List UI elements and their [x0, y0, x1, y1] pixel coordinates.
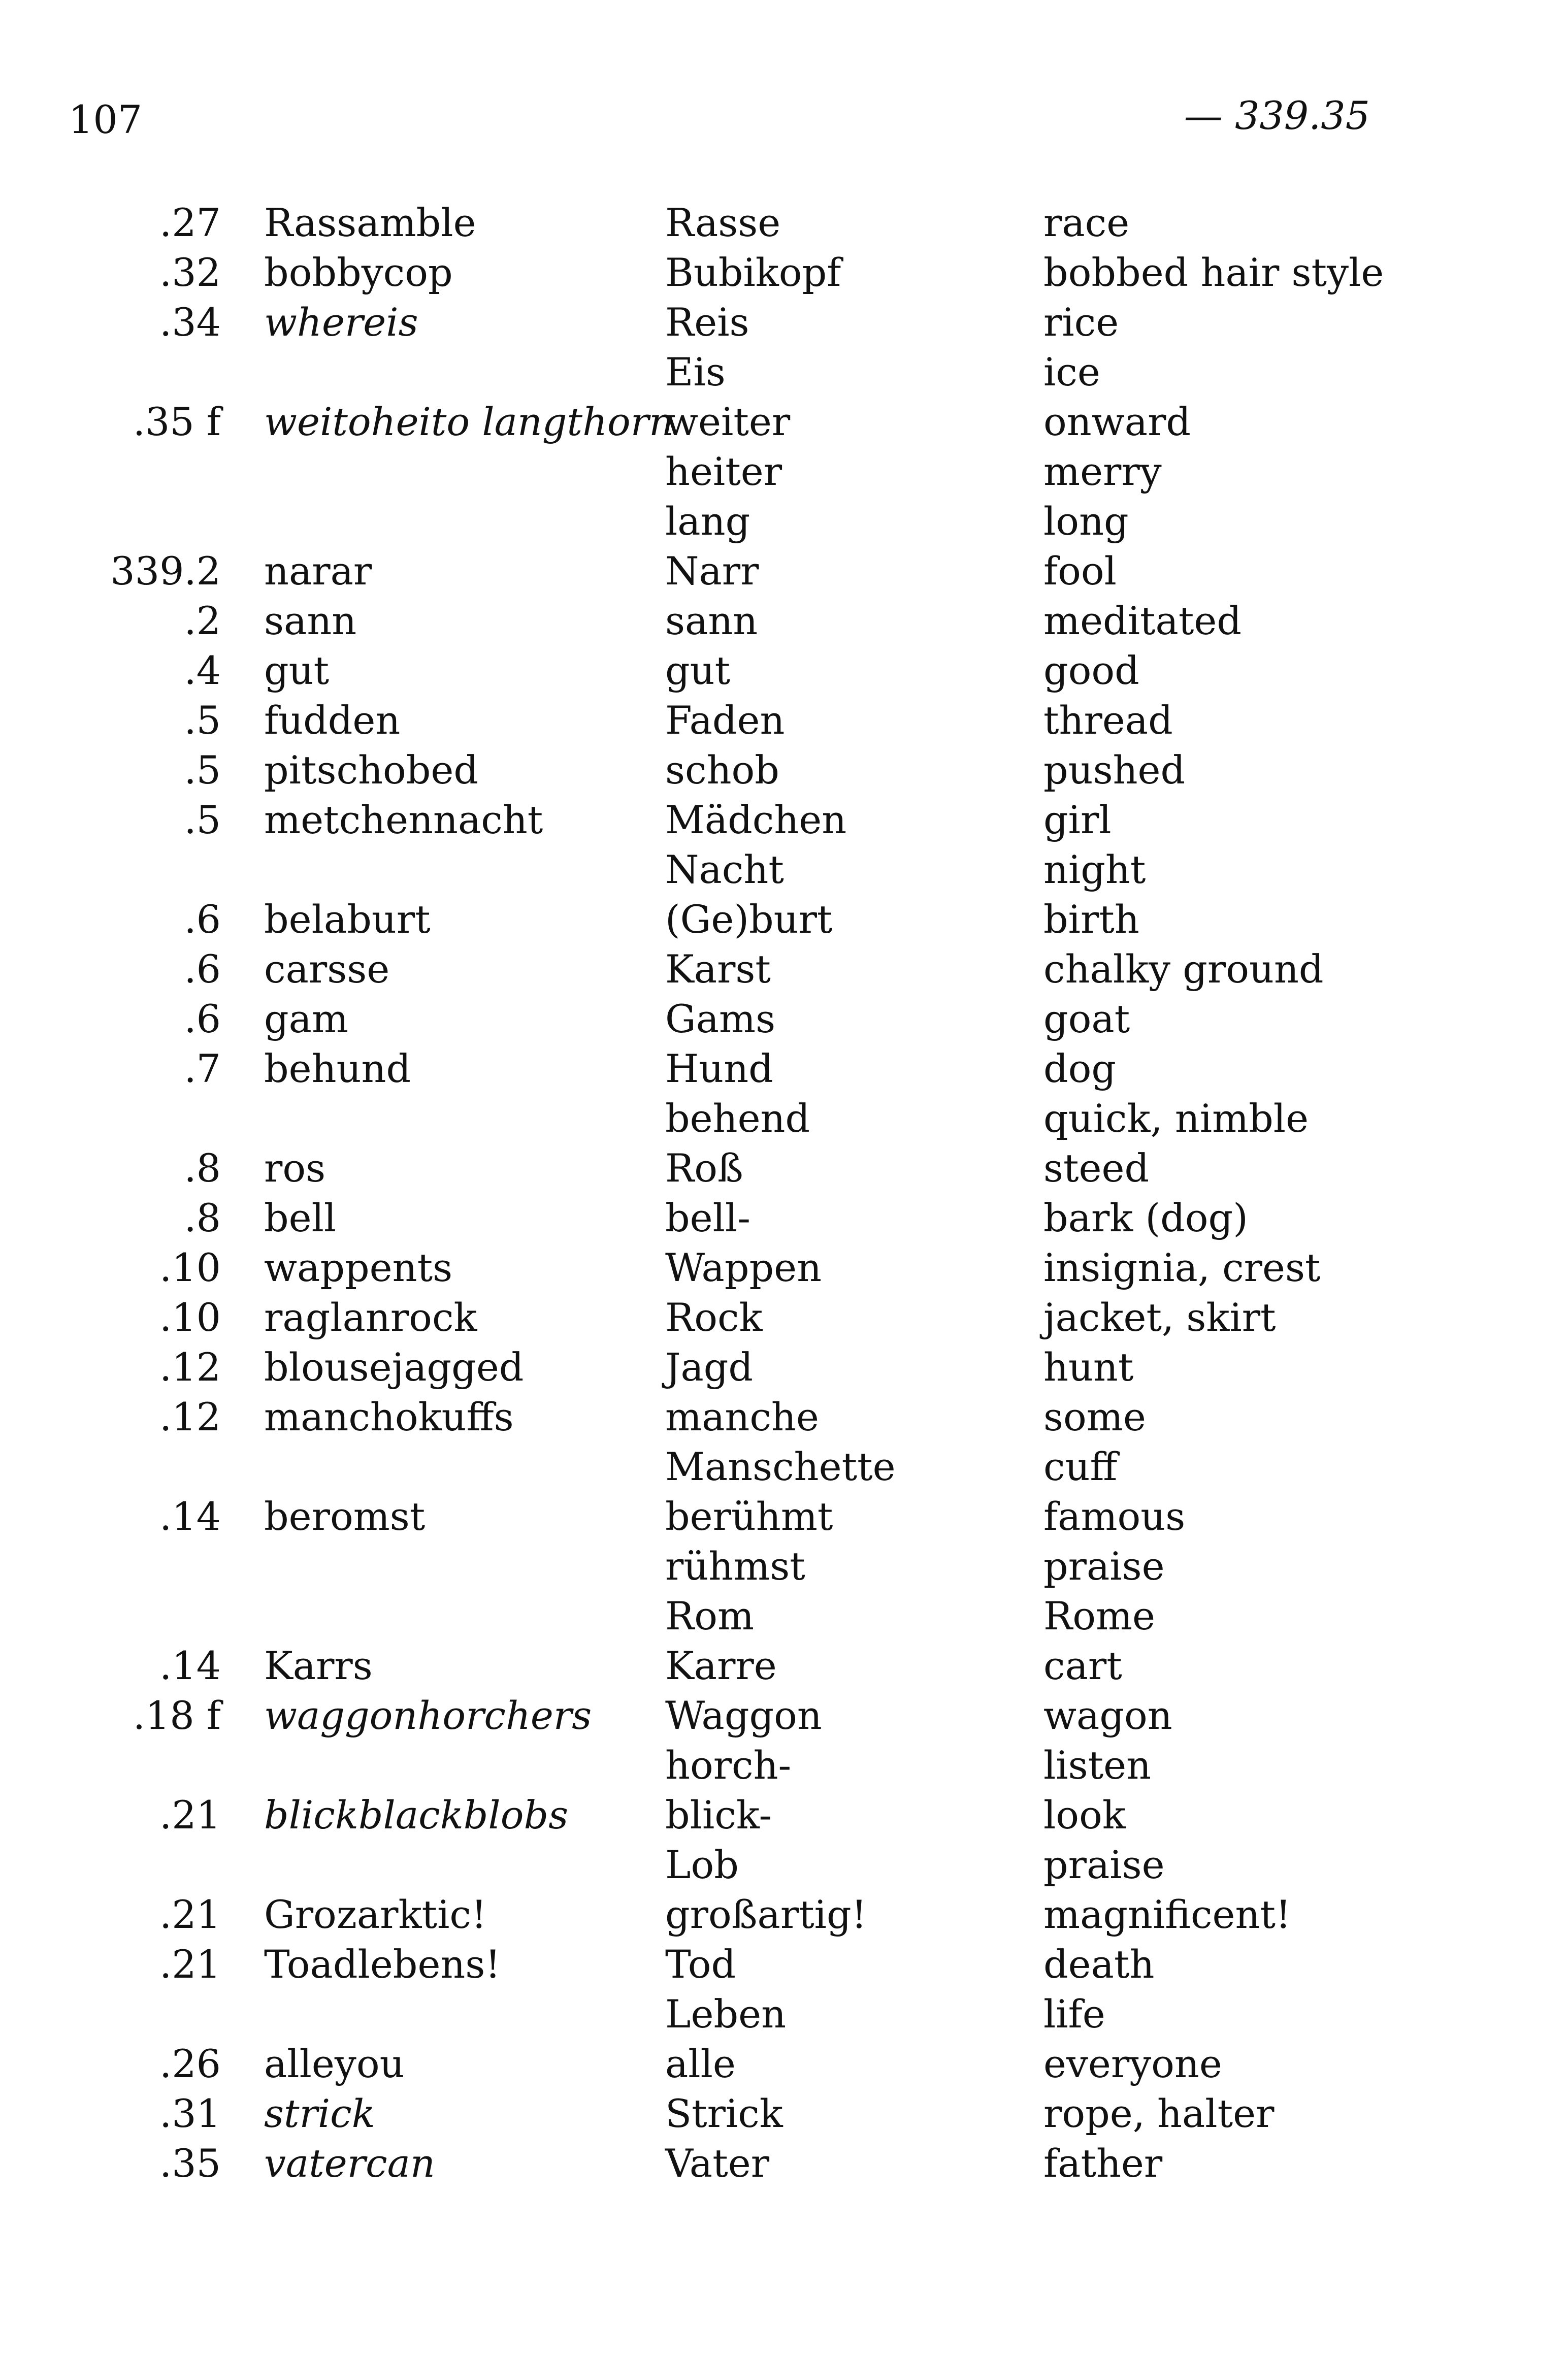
german-word: Vater [665, 2141, 770, 2186]
wake-word: ros [264, 1145, 326, 1191]
english-gloss: fool [1043, 548, 1117, 594]
line-reference: .6 [184, 897, 221, 942]
german-word: Jagd [665, 1345, 754, 1390]
glossary-entry [69, 1392, 1409, 1442]
german-word: Karst [665, 946, 771, 992]
german-word: behend [665, 1096, 810, 1141]
english-gloss: long [1043, 499, 1129, 544]
german-word: Reis [665, 300, 749, 345]
german-word: berühmt [665, 1494, 833, 1539]
glossary-entry [69, 1741, 1409, 1790]
glossary-entry [69, 994, 1409, 1044]
wake-word: fudden [264, 698, 401, 743]
glossary-entry [69, 2089, 1409, 2139]
line-reference: .10 [159, 1295, 221, 1340]
glossary-entry [69, 248, 1409, 298]
german-word: Nacht [665, 847, 784, 892]
english-gloss: dog [1043, 1046, 1117, 1091]
english-gloss: life [1043, 1991, 1105, 2037]
glossary-entry [69, 1293, 1409, 1342]
line-reference: .14 [159, 1494, 221, 1539]
english-gloss: hunt [1043, 1345, 1134, 1390]
english-gloss: girl [1043, 797, 1112, 842]
german-word: sann [665, 598, 758, 643]
english-gloss: look [1043, 1792, 1126, 1838]
glossary-entry [69, 1989, 1409, 2039]
english-gloss: night [1043, 847, 1146, 892]
wake-word: sann [264, 598, 357, 643]
glossary-entry [69, 1342, 1409, 1392]
german-word: Waggon [665, 1693, 822, 1738]
glossary-entry [69, 696, 1409, 745]
glossary-entry [69, 198, 1409, 248]
wake-word: bell [264, 1195, 337, 1240]
english-gloss: birth [1043, 897, 1139, 942]
glossary-entry [69, 1840, 1409, 1890]
glossary-entry [69, 1094, 1409, 1143]
line-reference: .2 [184, 598, 221, 643]
line-reference: .7 [184, 1046, 221, 1091]
line-reference: .35 [159, 2141, 221, 2186]
glossary-entry [69, 895, 1409, 944]
wake-word: pitschobed [264, 747, 479, 793]
english-gloss: rice [1043, 300, 1119, 345]
glossary-entry [69, 546, 1409, 596]
line-reference: .10 [159, 1245, 221, 1290]
german-word: Roß [665, 1145, 743, 1191]
wake-word: blousejagged [264, 1345, 524, 1390]
german-word: Wappen [665, 1245, 822, 1290]
german-word: Rock [665, 1295, 763, 1340]
line-reference: .5 [184, 797, 221, 842]
glossary-entry [69, 795, 1409, 845]
glossary-entry [69, 845, 1409, 895]
glossary-entry [69, 2039, 1409, 2089]
german-word: Rasse [665, 200, 781, 245]
wake-word: Grozarktic! [264, 1892, 487, 1937]
wake-word: Karrs [264, 1643, 373, 1688]
line-reference: .21 [159, 1792, 221, 1838]
line-reference: .35 f [133, 399, 221, 444]
german-word: Mädchen [665, 797, 847, 842]
line-reference: .6 [184, 996, 221, 1041]
english-gloss: Rome [1043, 1593, 1156, 1638]
english-gloss: pushed [1043, 747, 1186, 793]
german-word: heiter [665, 449, 782, 494]
german-word: horch- [665, 1743, 792, 1788]
glossary-entry [69, 1492, 1409, 1542]
wake-word: Toadlebens! [264, 1942, 501, 1987]
glossary-entry [69, 1790, 1409, 1840]
glossary-entry [69, 1542, 1409, 1591]
line-reference: .8 [184, 1145, 221, 1191]
wake-word: raglanrock [264, 1295, 477, 1340]
glossary-entry [69, 2139, 1409, 2188]
english-gloss: merry [1043, 449, 1162, 494]
german-word: Karre [665, 1643, 777, 1688]
glossary-entry [69, 1044, 1409, 1094]
glossary-entry [69, 1890, 1409, 1940]
english-gloss: everyone [1043, 2041, 1222, 2086]
glossary-entry [69, 497, 1409, 546]
glossary-entry [69, 298, 1409, 347]
wake-word: blickblackblobs [264, 1792, 569, 1838]
german-word: Tod [665, 1942, 736, 1987]
english-gloss: some [1043, 1394, 1146, 1439]
english-gloss: bobbed hair style [1043, 250, 1384, 295]
wake-word: waggonhorchers [264, 1693, 592, 1738]
german-word: Manschette [665, 1444, 896, 1489]
glossary-entry [69, 745, 1409, 795]
english-gloss: quick, nimble [1043, 1096, 1309, 1141]
german-word: Eis [665, 349, 726, 395]
glossary-entry [69, 596, 1409, 646]
line-reference: .26 [159, 2041, 221, 2086]
glossary-entry [69, 397, 1409, 447]
wake-word: gam [264, 996, 349, 1041]
line-reference: .27 [159, 200, 221, 245]
german-word: blick- [665, 1792, 772, 1838]
line-reference: .4 [184, 648, 221, 693]
english-gloss: goat [1043, 996, 1130, 1041]
german-word: großartig! [665, 1892, 867, 1937]
glossary-entry [69, 447, 1409, 497]
english-gloss: praise [1043, 1544, 1165, 1589]
glossary-entry [69, 1243, 1409, 1293]
line-reference: .18 f [133, 1693, 221, 1738]
english-gloss: praise [1043, 1842, 1165, 1887]
english-gloss: cuff [1043, 1444, 1118, 1489]
german-word: bell- [665, 1195, 750, 1240]
glossary-entry [69, 1691, 1409, 1741]
line-reference: .12 [159, 1394, 221, 1439]
wake-word: vatercan [264, 2141, 435, 2186]
wake-word: whereis [264, 300, 418, 345]
english-gloss: ice [1043, 349, 1100, 395]
german-word: Leben [665, 1991, 787, 2037]
glossary-entry [69, 646, 1409, 696]
english-gloss: father [1043, 2141, 1163, 2186]
german-word: Narr [665, 548, 759, 594]
line-reference: .32 [159, 250, 221, 295]
german-word: Hund [665, 1046, 773, 1091]
german-word: rühmst [665, 1544, 805, 1589]
german-word: manche [665, 1394, 819, 1439]
line-reference: 339.2 [110, 548, 221, 594]
german-word: gut [665, 648, 731, 693]
german-word: schob [665, 747, 779, 793]
german-word: Rom [665, 1593, 755, 1638]
line-reference: .21 [159, 1942, 221, 1987]
line-reference: .14 [159, 1643, 221, 1688]
german-word: lang [665, 499, 750, 544]
line-reference: .8 [184, 1195, 221, 1240]
running-head: — 339.35 [1184, 93, 1370, 138]
glossary-entry [69, 1143, 1409, 1193]
line-reference: .21 [159, 1892, 221, 1937]
english-gloss: good [1043, 648, 1139, 693]
german-word: alle [665, 2041, 736, 2086]
german-word: Lob [665, 1842, 739, 1887]
english-gloss: chalky ground [1043, 946, 1324, 992]
english-gloss: meditated [1043, 598, 1242, 643]
wake-word: carsse [264, 946, 390, 992]
wake-word: manchokuffs [264, 1394, 514, 1439]
german-word: Gams [665, 996, 776, 1041]
english-gloss: cart [1043, 1643, 1122, 1688]
english-gloss: listen [1043, 1743, 1152, 1788]
wake-word: belaburt [264, 897, 431, 942]
glossary-entry [69, 1591, 1409, 1641]
glossary-list [69, 198, 1409, 2188]
page-number: 107 [69, 97, 143, 142]
english-gloss: onward [1043, 399, 1191, 444]
line-reference: .6 [184, 946, 221, 992]
english-gloss: wagon [1043, 1693, 1172, 1738]
glossary-entry [69, 1940, 1409, 1989]
wake-word: Rassamble [264, 200, 476, 245]
english-gloss: bark (dog) [1043, 1195, 1248, 1240]
wake-word: bobbycop [264, 250, 453, 295]
english-gloss: steed [1043, 1145, 1150, 1191]
english-gloss: race [1043, 200, 1130, 245]
wake-word: wappents [264, 1245, 453, 1290]
german-word: Strick [665, 2091, 783, 2136]
wake-word: beromst [264, 1494, 426, 1539]
english-gloss: jacket, skirt [1043, 1295, 1276, 1340]
german-word: Bubikopf [665, 250, 841, 295]
english-gloss: famous [1043, 1494, 1186, 1539]
german-word: Faden [665, 698, 785, 743]
wake-word: behund [264, 1046, 411, 1091]
glossary-entry [69, 347, 1409, 397]
wake-word: alleyou [264, 2041, 405, 2086]
line-reference: .12 [159, 1345, 221, 1390]
glossary-entry [69, 1193, 1409, 1243]
glossary-entry [69, 1442, 1409, 1492]
line-reference: .34 [159, 300, 221, 345]
wake-word: strick [264, 2091, 375, 2136]
wake-word: gut [264, 648, 330, 693]
english-gloss: thread [1043, 698, 1173, 743]
line-reference: .5 [184, 747, 221, 793]
german-word: (Ge)burt [665, 897, 833, 942]
glossary-entry [69, 1641, 1409, 1691]
glossary-entry [69, 944, 1409, 994]
wake-word: weitoheito langthorn [264, 399, 674, 444]
line-reference: .5 [184, 698, 221, 743]
english-gloss: rope, halter [1043, 2091, 1275, 2136]
english-gloss: death [1043, 1942, 1155, 1987]
line-reference: .31 [159, 2091, 221, 2136]
german-word: weiter [665, 399, 791, 444]
wake-word: metchennacht [264, 797, 543, 842]
wake-word: narar [264, 548, 372, 594]
english-gloss: magnificent! [1043, 1892, 1291, 1937]
english-gloss: insignia, crest [1043, 1245, 1321, 1290]
